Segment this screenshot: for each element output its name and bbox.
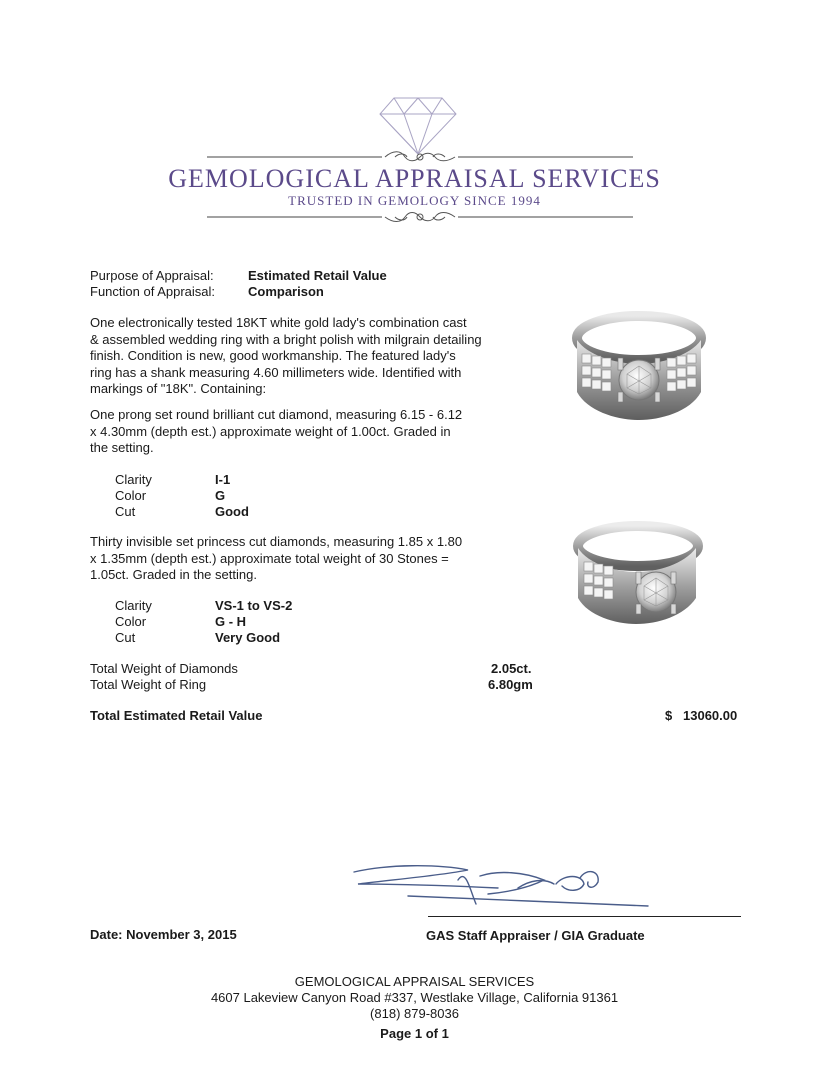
function-value: Comparison (248, 284, 324, 299)
center-stone-description (90, 407, 550, 457)
ring-photo-top (568, 300, 710, 440)
ornament-bottom (207, 209, 633, 225)
side-stones-line: x 1.35mm (depth est.) approximate total weight of 30 Stones = (90, 550, 449, 566)
center-stone-line: One prong set round brilliant cut diamond, measuring 6.15 - 6.12 (90, 407, 463, 422)
center-stone-line: x 4.30mm (depth est.) approximate weight of 1.00ct. Graded in (90, 423, 451, 439)
company-logo-title: GEMOLOGICAL APPRAISAL SERVICES (168, 164, 661, 193)
ring-description (90, 315, 550, 398)
total-ring-value: 6.80gm (488, 677, 533, 692)
page-number: Page 1 of 1 (380, 1026, 449, 1041)
function-label: Function of Appraisal: (90, 284, 216, 299)
side-clarity-label: Clarity (115, 598, 152, 613)
center-color-label: Color (115, 488, 147, 503)
ornament-top (207, 148, 633, 164)
appraisal-date: Date: November 3, 2015 (90, 927, 237, 942)
footer-company: GEMOLOGICAL APPRAISAL SERVICES (294, 974, 535, 989)
total-retail-label: Total Estimated Retail Value (90, 708, 263, 723)
footer-address: 4607 Lakeview Canyon Road #337, Westlake Village, California 91361 (210, 990, 619, 1005)
center-clarity-value: I-1 (215, 472, 231, 487)
signature-line (428, 916, 741, 917)
description-line: & assembled wedding ring with a bright polish with milgrain detailing (90, 331, 482, 347)
total-ring-label: Total Weight of Ring (90, 677, 207, 692)
description-line: finish. Condition is new, good workmanship. The featured lady's (90, 348, 456, 363)
side-stones-line: Thirty invisible set princess cut diamonds, measuring 1.85 x 1.80 (90, 534, 463, 549)
purpose-value: Estimated Retail Value (248, 268, 387, 283)
side-cut-label: Cut (115, 630, 136, 645)
appraiser-title: GAS Staff Appraiser / GIA Graduate (426, 928, 645, 943)
total-diamonds-label: Total Weight of Diamonds (90, 661, 238, 676)
center-cut-label: Cut (115, 504, 136, 519)
side-stones-description (90, 534, 550, 584)
appraiser-signature (348, 858, 668, 914)
side-color-value: G - H (215, 614, 247, 629)
center-color-value: G (215, 488, 226, 503)
ring-photo-bottom (570, 512, 712, 652)
company-tagline: TRUSTED IN GEMOLOGY SINCE 1994 (288, 193, 541, 208)
total-diamonds-value: 2.05ct. (491, 661, 532, 676)
side-stones-line: 1.05ct. Graded in the setting. (90, 567, 257, 582)
total-retail-value: 13060.00 (683, 708, 738, 723)
center-cut-value: Good (215, 504, 249, 519)
side-color-label: Color (115, 614, 147, 629)
purpose-label: Purpose of Appraisal: (90, 268, 214, 283)
description-line: ring has a shank measuring 4.60 millimeters wide. Identified with (90, 364, 462, 380)
side-cut-value: Very Good (215, 630, 281, 645)
total-retail-currency: $ (665, 708, 673, 723)
description-line: One electronically tested 18KT white gold lady's combination cast (90, 315, 467, 330)
footer-phone: (818) 879-8036 (370, 1006, 459, 1021)
diamond-logo-icon (378, 94, 458, 156)
center-clarity-label: Clarity (115, 472, 152, 487)
side-clarity-value: VS-1 to VS-2 (215, 598, 293, 613)
description-line: markings of "18K". Containing: (90, 381, 267, 396)
center-stone-line: the setting. (90, 440, 154, 455)
